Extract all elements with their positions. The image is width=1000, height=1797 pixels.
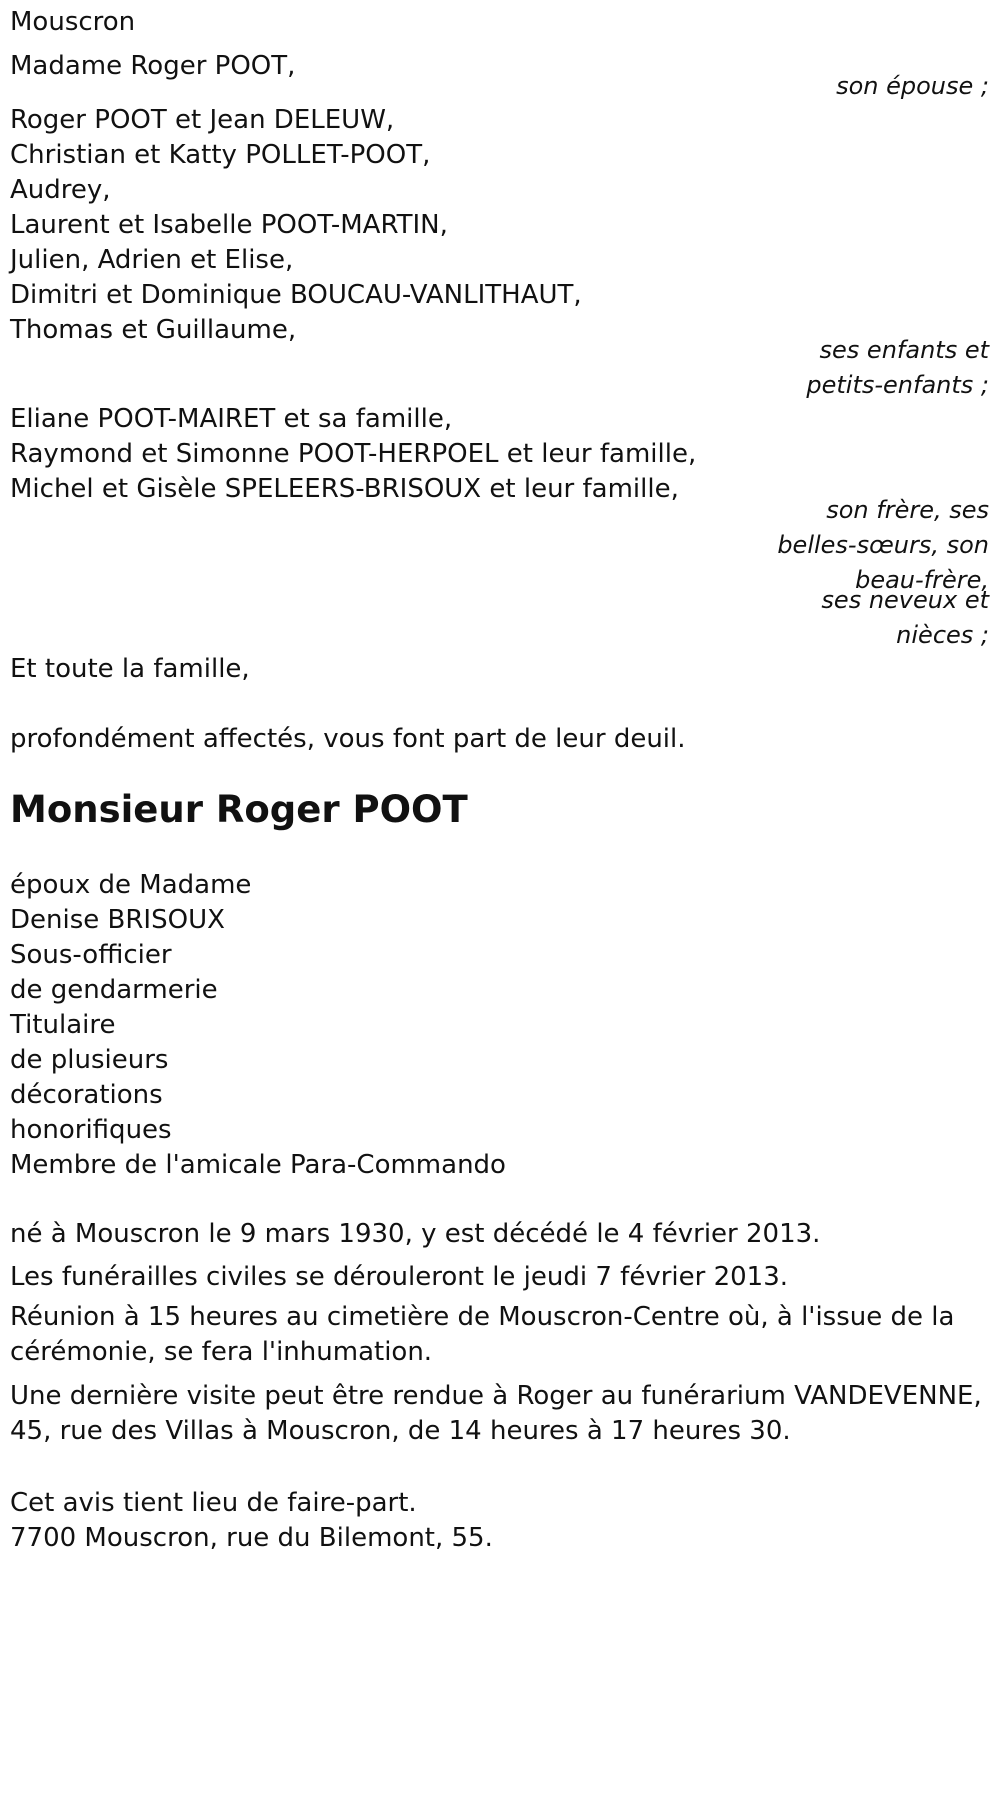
deceased-name: Monsieur Roger POOT xyxy=(10,788,468,831)
birth-death-line: né à Mouscron le 9 mars 1930, y est décédé le 4 février 2013. xyxy=(10,1219,821,1249)
child-line: Audrey, xyxy=(10,175,111,205)
visit-paragraph: Une dernière visite peut être rendue à Roger au funérarium VANDEVENNE, 45, rue des Villas à Mouscron, de 14 heures à 17 heures 30. xyxy=(10,1381,982,1446)
funeral-line: Les funérailles civiles se dérouleront le jeudi 7 février 2013. xyxy=(10,1262,789,1292)
announcement-line: profondément affectés, vous font part de leur deuil. xyxy=(10,724,686,754)
child-line: Julien, Adrien et Elise, xyxy=(10,245,294,275)
siblings-role: nièces ; xyxy=(896,621,989,649)
child-line: Thomas et Guillaume, xyxy=(10,315,297,345)
spouse-role: son épouse ; xyxy=(836,72,989,100)
detail-line: époux de Madame xyxy=(10,870,252,900)
detail-line: décorations xyxy=(10,1080,163,1110)
detail-line: Denise BRISOUX xyxy=(10,905,225,935)
detail-line: Sous-officier xyxy=(10,940,172,970)
whole-family-line: Et toute la famille, xyxy=(10,654,250,684)
sibling-line: Raymond et Simonne POOT-HERPOEL et leur famille, xyxy=(10,439,697,469)
detail-line: de plusieurs xyxy=(10,1045,169,1075)
address-line: 7700 Mouscron, rue du Bilemont, 55. xyxy=(10,1523,493,1553)
child-line: Laurent et Isabelle POOT-MARTIN, xyxy=(10,210,448,240)
sibling-line: Eliane POOT-MAIRET et sa famille, xyxy=(10,404,453,434)
detail-line: honorifiques xyxy=(10,1115,172,1145)
sibling-line: Michel et Gisèle SPELEERS-BRISOUX et leur famille, xyxy=(10,474,679,504)
siblings-role: belles-sœurs, son xyxy=(777,531,989,559)
place-header: Mouscron xyxy=(10,7,136,37)
siblings-role: beau-frère, xyxy=(855,566,989,594)
child-line: Roger POOT et Jean DELEUW, xyxy=(10,105,395,135)
siblings-role: son frère, ses xyxy=(826,496,989,524)
detail-line: de gendarmerie xyxy=(10,975,218,1005)
detail-line: Titulaire xyxy=(10,1010,116,1040)
spouse-line: Madame Roger POOT, xyxy=(10,51,296,81)
children-role: ses enfants et xyxy=(819,336,989,364)
meeting-paragraph: Réunion à 15 heures au cimetière de Mouscron-Centre où, à l'issue de la cérémonie, se fera l'inhumation. xyxy=(10,1302,955,1367)
siblings-role: ses neveux et xyxy=(821,586,989,614)
children-role: petits-enfants ; xyxy=(806,371,989,399)
notice-line: Cet avis tient lieu de faire-part. xyxy=(10,1488,417,1518)
child-line: Dimitri et Dominique BOUCAU-VANLITHAUT, xyxy=(10,280,582,310)
detail-line: Membre de l'amicale Para-Commando xyxy=(10,1150,506,1180)
child-line: Christian et Katty POLLET-POOT, xyxy=(10,140,431,170)
